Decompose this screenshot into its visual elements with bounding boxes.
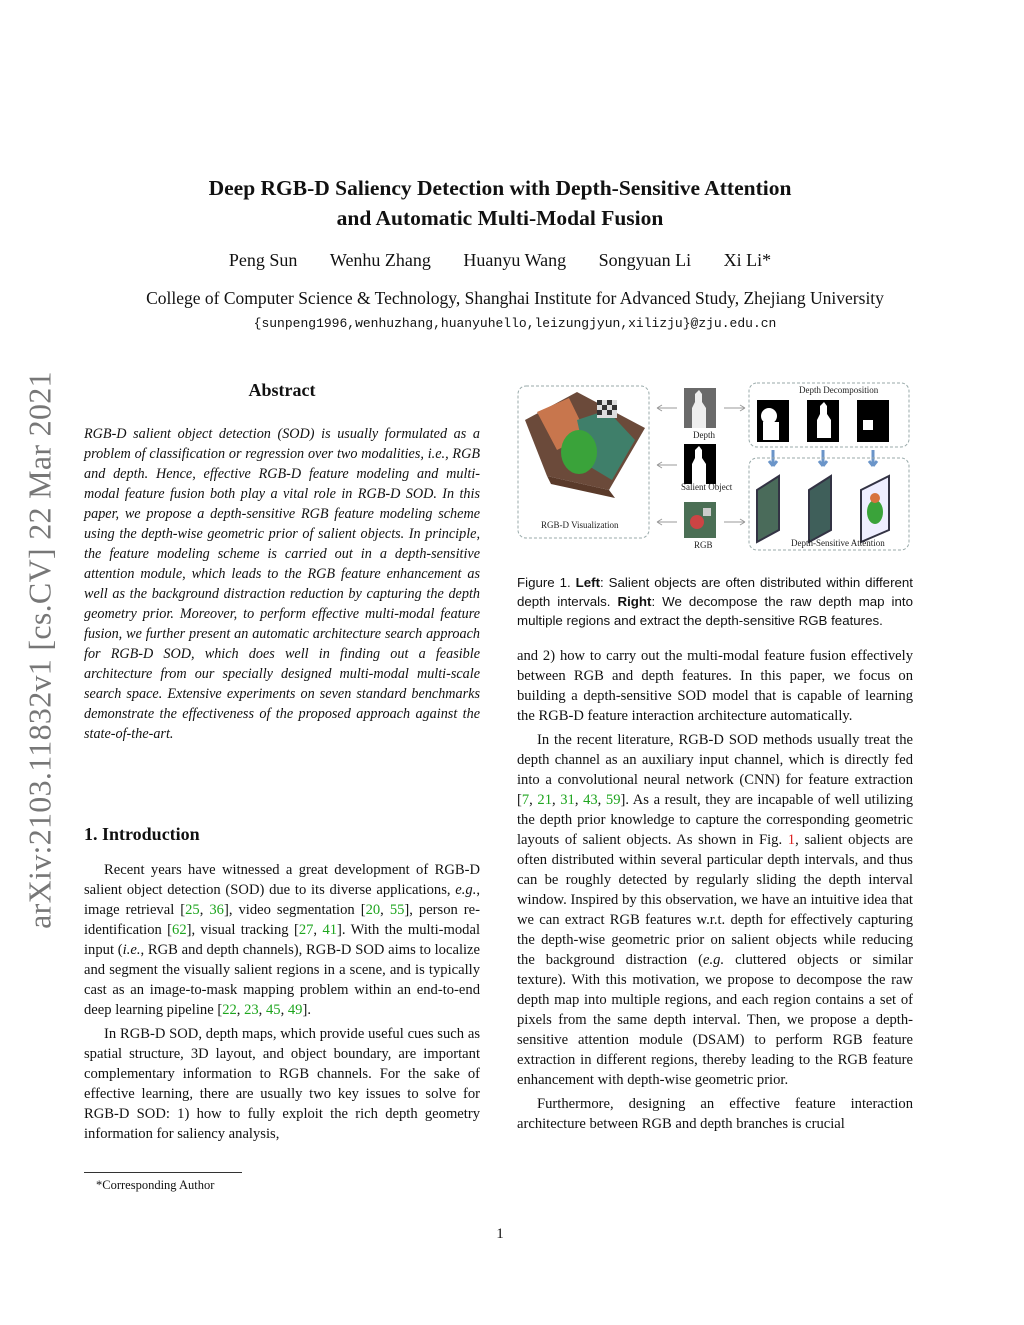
author: Xi Li* <box>723 250 772 270</box>
figure-label-attention: Depth-Sensitive Attention <box>791 538 885 548</box>
arrow-icon <box>657 519 677 525</box>
arxiv-stamp: arXiv:2103.11832v1 [cs.CV] 22 Mar 2021 <box>21 371 58 929</box>
figure-label-depth: Depth <box>693 430 715 440</box>
abstract-heading: Abstract <box>248 380 316 400</box>
rgbd-visualization-image <box>525 392 645 498</box>
footnote: *Corresponding Author <box>96 1178 215 1192</box>
citation-link[interactable]: 62 <box>172 922 187 938</box>
paper-title <box>100 173 900 233</box>
title-line-1: Deep RGB-D Saliency Detection with Depth-Sensitive Attention <box>208 176 792 200</box>
intro-paragraph: Recent years have witnessed a great development of RGB-D salient object detection (SOD) due to its diverse applications, e.g., image retrieval [25, 36], video segmentation [20, 55], person re-identification [62], visual tracking [27, 41]. With the multi-modal input (i.e., RGB and depth channels), RGB-D SOD aims to localize and segment the visually salient regions in a scene, and is typically cast as an image-to-mask mapping problem within an end-to-end deep learning pipeline [22, 23, 45, 49]. <box>84 862 481 1018</box>
citation-link[interactable]: 41 <box>322 922 338 938</box>
author-list <box>100 250 900 271</box>
body-paragraph: In the recent literature, RGB-D SOD methods usually treat the depth channel as an auxiliary input channel, which is directly fed into a convolutional neural network (CNN) for feature extraction [7, 21, 31, 43, 59]. As a result, they are incapable of well utilizing the depth prior knowledge to capture the corresponding geometric layouts of salient objects. As shown in Fig. 1, salient objects are often distributed within several particular depth intervals, and thus can be roughly detected by regularly sliding the depth interval window. Inspired by this observation, we have an intuitive idea that we can extract RGB features w.r.t. depth for effectively capturing the depth-wise geometric prior on salient objects while reducing the background distraction (e.g. cluttered objects or similar texture). With this motivation, we propose to decompose the raw depth map into multiple regions, and each region contains a set of pixels from the same depth interval. Then, we propose a depth-sensitive attention module (DSAM) to perform RGB feature extraction in different regions, thereby leading to the RGB feature enhancement with depth-wise geometric prior. <box>517 732 913 1088</box>
body-paragraph: and 2) how to carry out the multi-modal feature fusion effectively between RGB and depth features. In this paper, we focus on building a depth-sensitive SOD model that is capable of learning the RGB-D feature interaction architecture automatically. <box>517 648 913 724</box>
arrow-icon <box>657 462 677 468</box>
author-emails: {sunpeng1996,wenhuzhang,huanyuhello,leizungjyun,xilizju}@zju.edu.cn <box>253 316 777 331</box>
arxiv-stamp-wrapper <box>0 371 58 929</box>
author: Songyuan Li <box>598 250 692 270</box>
citation-link[interactable]: 49 <box>287 1002 303 1018</box>
author: Huanyu Wang <box>463 250 567 270</box>
body-paragraph: Furthermore, designing an effective feature interaction architecture between RGB and depth branches is crucial <box>517 1096 913 1132</box>
author: Peng Sun <box>228 250 298 270</box>
figure-label-decomposition: Depth Decomposition <box>799 385 879 395</box>
citation-link[interactable]: 23 <box>244 1002 259 1018</box>
citation-link[interactable]: 45 <box>265 1002 281 1018</box>
title-line-2: and Automatic Multi-Modal Fusion <box>336 206 664 230</box>
citation-link[interactable]: 25 <box>185 902 200 918</box>
arrow-icon <box>724 405 745 411</box>
citation-link[interactable]: 21 <box>537 792 552 808</box>
figure-1 <box>517 380 912 552</box>
intro-heading: 1. Introduction <box>84 824 200 844</box>
intro-left-column <box>84 860 480 1144</box>
citation-link[interactable]: 7 <box>521 792 530 808</box>
arrow-icon <box>724 519 745 525</box>
arrow-icon <box>657 405 677 411</box>
citation-link[interactable]: 27 <box>298 922 314 938</box>
affiliation: College of Computer Science & Technology, Shanghai Institute for Advanced Study, Zhejiang University <box>146 288 884 308</box>
citation-link[interactable]: 55 <box>389 902 405 918</box>
intro-paragraph: In RGB-D SOD, depth maps, which provide useful cues such as spatial structure, 3D layout, and object boundary, are important complementary information to RGB channels. For the sake of effective learning, there are usually two key issues to solve for RGB-D SOD: 1) how to fully exploit the rich depth geometry information for saliency analysis, <box>84 1026 480 1142</box>
figure-caption: Figure 1. Left: Salient objects are often distributed within different depth intervals. Right: We decompose the raw depth map into multiple regions and extract the depth-sensitive RGB features. <box>517 575 914 628</box>
page-number: 1 <box>496 1226 504 1242</box>
citation-link[interactable]: 31 <box>560 792 575 808</box>
footnote-rule <box>84 1172 242 1173</box>
author: Wenhu Zhang <box>329 250 431 270</box>
citation-link[interactable]: 43 <box>583 792 598 808</box>
citation-link[interactable]: 36 <box>209 902 224 918</box>
citation-link[interactable]: 59 <box>605 792 621 808</box>
figure-reference-link[interactable]: 1 <box>787 832 796 848</box>
figure-label-salient: Salient Object <box>681 482 733 492</box>
citation-link[interactable]: 20 <box>365 902 381 918</box>
right-column <box>517 646 913 1134</box>
abstract-text: RGB-D salient object detection (SOD) is usually formulated as a problem of classification or regression over two modalities, i.e., RGB and depth. Hence, effective RGB-D feature modeling and multi-modal feature fusion both play a vital role in RGB-D SOD. In this paper, we propose a depth-sensitive RGB feature modeling scheme using the depth-wise geometric prior of salient objects. In principle, the feature modeling scheme is carried out in a depth-sensitive attention module, which leads to the RGB feature enhancement as well as the background distraction reduction by capturing the depth geometry prior. Moreover, to perform effective multi-modal feature fusion, we further present an automatic architecture search approach for RGB-D SOD, which does well in finding out a feasible architecture from our specially designed multi-modal multi-scale search space. Extensive experiments on seven standard benchmarks demonstrate the effectiveness of the proposed approach against the state-of-the-art. <box>84 426 480 742</box>
figure-label-rgb: RGB <box>694 540 713 550</box>
figure-label-visualization: RGB-D Visualization <box>541 520 619 530</box>
citation-link[interactable]: 22 <box>222 1002 237 1018</box>
